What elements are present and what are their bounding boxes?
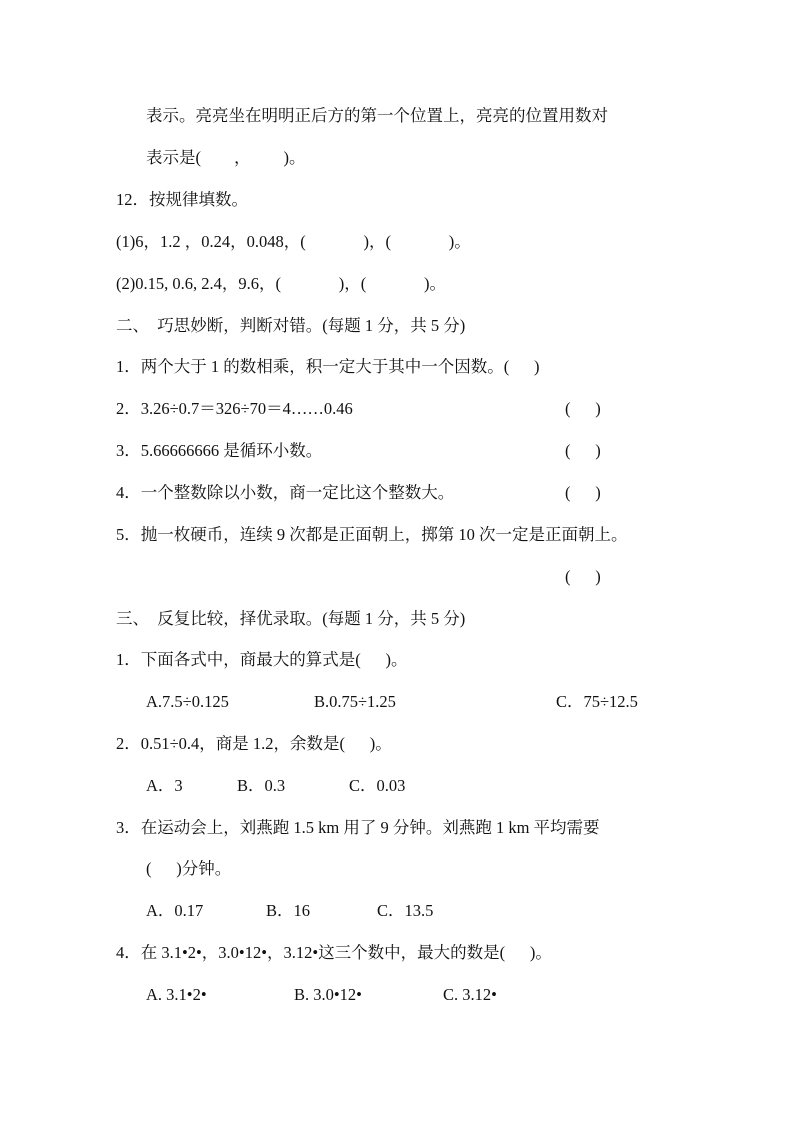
choice-q3-option-a[interactable]: A．0.17: [146, 901, 204, 920]
choice-q1-stem: 1．下面各式中，商最大的算式是( )。: [116, 650, 408, 669]
choice-q4-option-b[interactable]: B. 3.0•12•: [294, 985, 362, 1004]
choice-q3-stem-line-1: 3．在运动会上，刘燕跑 1.5 km 用了 9 分钟。刘燕跑 1 km 平均需要: [116, 818, 600, 837]
judge-item-4-answer-blank[interactable]: ( ): [565, 483, 601, 502]
continuation-line-2: 表示是( ， )。: [146, 148, 306, 167]
question-12-sub-2: (2)0.15, 0.6, 2.4，9.6，( )，( )。: [116, 274, 446, 293]
judge-item-2-answer-blank[interactable]: ( ): [565, 399, 601, 418]
section-3-heading: 三、 反复比较，择优录取。(每题 1 分，共 5 分): [116, 609, 466, 628]
judge-item-4: 4．一个整数除以小数，商一定比这个整数大。: [116, 483, 455, 502]
judge-item-2: 2．3.26÷0.7＝326÷70＝4……0.46: [116, 399, 353, 418]
choice-q4-stem: 4．在 3.1•2•，3.0•12•，3.12•这三个数中，最大的数是( )。: [116, 943, 552, 962]
choice-q4-option-a[interactable]: A. 3.1•2•: [146, 985, 207, 1004]
question-12-title: 12．按规律填数。: [116, 190, 248, 209]
choice-q3-option-b[interactable]: B．16: [266, 901, 311, 920]
judge-item-1: 1．两个大于 1 的数相乘，积一定大于其中一个因数。( ): [116, 357, 540, 376]
choice-q4-option-c[interactable]: C. 3.12•: [443, 985, 497, 1004]
judge-item-3-answer-blank[interactable]: ( ): [565, 441, 601, 460]
choice-q1-option-c[interactable]: C．75÷12.5: [556, 692, 638, 711]
choice-q1-option-a[interactable]: A.7.5÷0.125: [146, 692, 229, 711]
choice-q3-stem-line-2: ( )分钟。: [146, 859, 232, 878]
choice-q2-stem: 2．0.51÷0.4，商是 1.2，余数是( )。: [116, 734, 392, 753]
choice-q2-option-a[interactable]: A．3: [146, 776, 183, 795]
judge-item-5-answer-blank[interactable]: ( ): [565, 567, 601, 586]
choice-q3-option-c[interactable]: C．13.5: [377, 901, 434, 920]
choice-q2-option-c[interactable]: C．0.03: [349, 776, 406, 795]
question-12-sub-1: (1)6，1.2 ，0.24，0.048，( )，( )。: [116, 232, 471, 251]
continuation-line-1: 表示。亮亮坐在明明正后方的第一个位置上，亮亮的位置用数对: [146, 106, 608, 125]
section-2-heading: 二、 巧思妙断，判断对错。(每题 1 分，共 5 分): [116, 316, 466, 335]
judge-item-5: 5．抛一枚硬币，连续 9 次都是正面朝上，掷第 10 次一定是正面朝上。: [116, 525, 628, 544]
choice-q2-option-b[interactable]: B．0.3: [237, 776, 286, 795]
choice-q1-option-b[interactable]: B.0.75÷1.25: [314, 692, 396, 711]
judge-item-3: 3．5.66666666 是循环小数。: [116, 441, 323, 460]
